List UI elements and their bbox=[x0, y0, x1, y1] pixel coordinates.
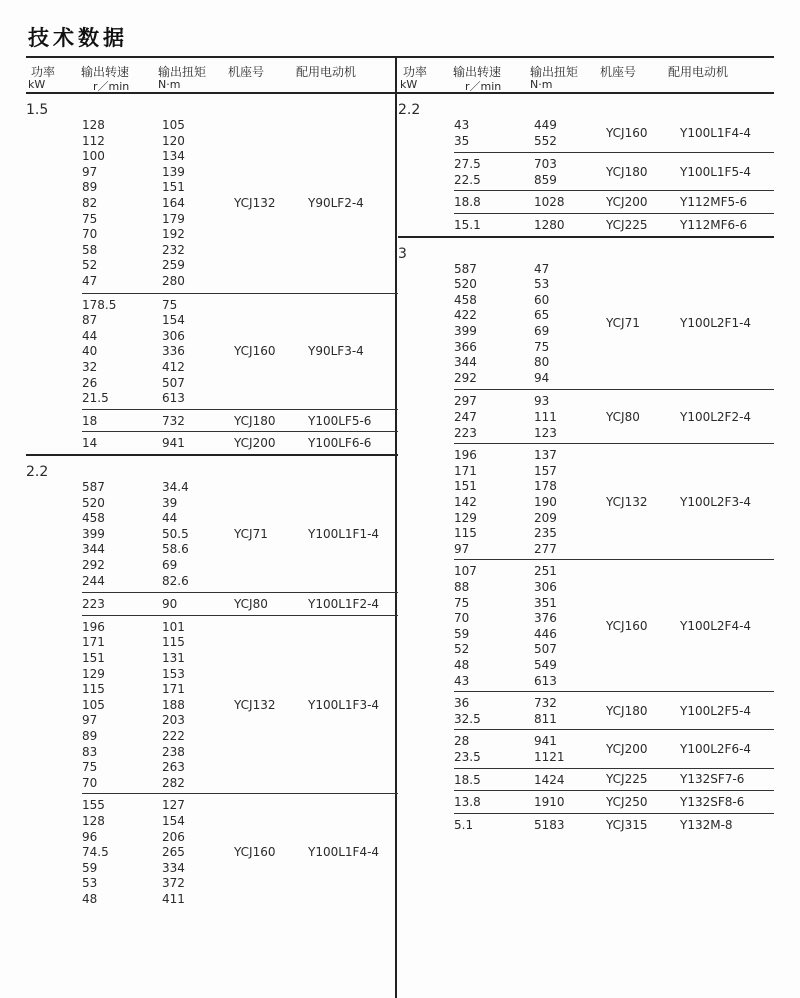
torque-cell: 235 bbox=[534, 526, 557, 541]
speed-cell: 75 bbox=[454, 595, 470, 610]
motor-cell: Y100LF6-6 bbox=[308, 436, 372, 451]
frame-group bbox=[454, 152, 774, 191]
torque-cell: 53 bbox=[534, 277, 550, 292]
speed-cell: 70 bbox=[454, 611, 470, 626]
torque-cell: 446 bbox=[534, 626, 557, 641]
torque-cell: 105 bbox=[162, 118, 185, 132]
speed-cell: 13.8 bbox=[454, 795, 481, 810]
torque-cell: 151 bbox=[162, 180, 185, 195]
torque-cell: 1280 bbox=[534, 218, 565, 232]
torque-cell: 137 bbox=[534, 448, 557, 463]
speed-cell: 344 bbox=[82, 542, 105, 557]
left-table bbox=[26, 56, 398, 998]
speed-cell: 40 bbox=[82, 344, 98, 359]
torque-cell: 178 bbox=[534, 479, 557, 494]
motor-cell: Y90LF3-4 bbox=[308, 344, 364, 359]
torque-cell: 507 bbox=[162, 375, 185, 390]
speed-cell: 74.5 bbox=[82, 845, 109, 860]
speed-cell: 458 bbox=[454, 292, 477, 307]
torque-cell: 93 bbox=[534, 394, 550, 409]
torque-cell: 412 bbox=[162, 359, 185, 374]
frame-cell: YCJ80 bbox=[234, 596, 268, 611]
section-divider bbox=[26, 454, 398, 456]
frame-cell: YCJ160 bbox=[606, 618, 648, 633]
torque-cell: 139 bbox=[162, 164, 185, 179]
torque-cell: 351 bbox=[534, 595, 557, 610]
torque-cell: 372 bbox=[162, 876, 185, 891]
torque-cell: 190 bbox=[534, 494, 557, 509]
torque-cell: 732 bbox=[162, 413, 185, 428]
header-torque: 输出扭矩 bbox=[158, 65, 207, 79]
speed-cell: 75 bbox=[82, 760, 98, 775]
speed-cell: 75 bbox=[82, 211, 98, 226]
speed-cell: 196 bbox=[454, 448, 477, 463]
speed-cell: 89 bbox=[82, 728, 98, 743]
torque-cell: 134 bbox=[162, 149, 185, 164]
header-frame: 机座号 bbox=[600, 65, 637, 79]
speed-cell: 151 bbox=[82, 650, 105, 665]
frame-cell: YCJ200 bbox=[234, 436, 276, 451]
speed-cell: 21.5 bbox=[82, 391, 109, 406]
speed-cell: 36 bbox=[454, 696, 470, 711]
frame-cell: YCJ225 bbox=[606, 772, 648, 787]
speed-cell: 58 bbox=[82, 242, 98, 257]
speed-cell: 112 bbox=[82, 133, 105, 148]
motor-cell: Y132SF8-6 bbox=[680, 794, 745, 809]
right-table bbox=[398, 56, 774, 998]
speed-cell: 23.5 bbox=[454, 749, 481, 764]
torque-cell: 941 bbox=[162, 436, 185, 451]
torque-cell: 120 bbox=[162, 133, 185, 148]
frame-cell: YCJ160 bbox=[234, 344, 276, 359]
frame-cell: YCJ160 bbox=[606, 125, 648, 140]
frame-cell: YCJ160 bbox=[234, 844, 276, 859]
motor-cell: Y112MF6-6 bbox=[680, 217, 748, 232]
torque-cell: 157 bbox=[534, 463, 557, 478]
speed-cell: 587 bbox=[454, 261, 477, 276]
power-value: 1.5 bbox=[26, 102, 49, 118]
torque-cell: 131 bbox=[162, 650, 185, 665]
frame-group bbox=[454, 258, 774, 390]
frame-group bbox=[454, 213, 774, 237]
torque-cell: 94 bbox=[534, 370, 550, 385]
motor-cell: Y100L2F2-4 bbox=[680, 409, 752, 424]
torque-cell: 703 bbox=[534, 157, 557, 172]
speed-cell: 52 bbox=[82, 258, 98, 273]
speed-cell: 178.5 bbox=[82, 297, 117, 312]
power-value: 2.2 bbox=[26, 464, 49, 480]
speed-cell: 171 bbox=[82, 635, 105, 650]
torque-cell: 251 bbox=[534, 564, 557, 579]
torque-cell: 153 bbox=[162, 666, 185, 681]
motor-cell: Y100LF5-6 bbox=[308, 413, 372, 428]
torque-cell: 549 bbox=[534, 657, 557, 672]
speed-cell: 70 bbox=[82, 227, 98, 242]
header-power-unit: kW bbox=[28, 78, 46, 91]
motor-cell: Y100L1F1-4 bbox=[308, 526, 380, 541]
speed-cell: 97 bbox=[82, 164, 98, 179]
torque-cell: 164 bbox=[162, 196, 185, 210]
speed-cell: 107 bbox=[454, 564, 477, 579]
speed-cell: 366 bbox=[454, 339, 477, 354]
torque-cell: 552 bbox=[534, 133, 557, 148]
speed-cell: 171 bbox=[454, 463, 477, 478]
frame-group bbox=[454, 691, 774, 730]
frame-group bbox=[454, 114, 774, 152]
speed-cell: 458 bbox=[82, 511, 105, 526]
speed-cell: 59 bbox=[82, 860, 98, 875]
torque-cell: 154 bbox=[162, 813, 185, 828]
torque-cell: 60 bbox=[534, 292, 550, 307]
speed-cell: 87 bbox=[82, 313, 98, 328]
speed-cell: 48 bbox=[454, 657, 470, 672]
speed-cell: 5.1 bbox=[454, 817, 474, 832]
torque-cell: 188 bbox=[162, 697, 185, 712]
torque-cell: 127 bbox=[162, 798, 185, 813]
torque-cell: 115 bbox=[162, 635, 185, 650]
speed-cell: 32.5 bbox=[454, 711, 481, 726]
speed-cell: 129 bbox=[82, 666, 105, 681]
speed-cell: 18.5 bbox=[454, 772, 481, 787]
speed-cell: 97 bbox=[454, 541, 470, 556]
motor-cell: Y100L2F4-4 bbox=[680, 618, 752, 633]
torque-cell: 306 bbox=[534, 579, 557, 594]
speed-cell: 344 bbox=[454, 355, 477, 370]
torque-cell: 1424 bbox=[534, 772, 565, 787]
table-header bbox=[26, 56, 398, 94]
speed-cell: 15.1 bbox=[454, 218, 481, 232]
torque-cell: 1028 bbox=[534, 195, 565, 210]
header-torque-unit: N·m bbox=[158, 78, 181, 91]
motor-cell: Y100L2F5-4 bbox=[680, 703, 752, 718]
torque-cell: 209 bbox=[534, 510, 557, 525]
frame-cell: YCJ315 bbox=[606, 817, 648, 832]
header-power-unit: kW bbox=[400, 78, 418, 91]
table-header bbox=[398, 56, 774, 94]
torque-cell: 263 bbox=[162, 760, 185, 775]
frame-group bbox=[82, 409, 398, 433]
speed-cell: 129 bbox=[454, 510, 477, 525]
speed-cell: 18.8 bbox=[454, 195, 481, 210]
torque-cell: 732 bbox=[534, 696, 557, 711]
speed-cell: 32 bbox=[82, 359, 98, 374]
torque-cell: 277 bbox=[534, 541, 557, 556]
frame-cell: YCJ200 bbox=[606, 195, 648, 210]
speed-cell: 52 bbox=[454, 642, 470, 657]
torque-cell: 334 bbox=[162, 860, 185, 875]
torque-cell: 411 bbox=[162, 891, 185, 906]
torque-cell: 1910 bbox=[534, 795, 565, 810]
speed-cell: 59 bbox=[454, 626, 470, 641]
speed-cell: 151 bbox=[454, 479, 477, 494]
torque-cell: 75 bbox=[162, 297, 178, 312]
frame-cell: YCJ132 bbox=[234, 195, 276, 210]
torque-cell: 65 bbox=[534, 308, 550, 323]
frame-group bbox=[454, 790, 774, 814]
frame-group bbox=[82, 793, 398, 910]
torque-cell: 811 bbox=[534, 711, 557, 726]
speed-cell: 155 bbox=[82, 798, 105, 813]
speed-cell: 422 bbox=[454, 308, 477, 323]
power-value: 3 bbox=[398, 245, 407, 262]
speed-cell: 88 bbox=[454, 579, 470, 594]
speed-cell: 520 bbox=[454, 277, 477, 292]
header-speed: 输出转速 bbox=[81, 65, 130, 79]
motor-cell: Y100L1F4-4 bbox=[680, 125, 752, 140]
frame-cell: YCJ180 bbox=[606, 703, 648, 718]
header-torque-unit: N·m bbox=[530, 78, 553, 91]
torque-cell: 507 bbox=[534, 642, 557, 657]
frame-cell: YCJ225 bbox=[606, 217, 648, 232]
speed-cell: 48 bbox=[82, 891, 98, 906]
frame-group bbox=[82, 114, 398, 293]
motor-cell: Y100L1F2-4 bbox=[308, 596, 380, 611]
torque-cell: 44 bbox=[162, 511, 178, 526]
torque-cell: 50.5 bbox=[162, 526, 189, 541]
torque-cell: 613 bbox=[534, 673, 557, 688]
frame-group bbox=[454, 443, 774, 560]
torque-cell: 941 bbox=[534, 734, 557, 749]
speed-cell: 399 bbox=[82, 526, 105, 541]
speed-cell: 89 bbox=[82, 180, 98, 195]
frame-group bbox=[82, 476, 398, 592]
speed-cell: 297 bbox=[454, 394, 477, 409]
torque-cell: 238 bbox=[162, 744, 185, 759]
speed-cell: 14 bbox=[82, 436, 98, 451]
frame-cell: YCJ180 bbox=[234, 413, 276, 428]
frame-group bbox=[454, 768, 774, 792]
speed-cell: 47 bbox=[82, 274, 98, 288]
speed-cell: 196 bbox=[82, 619, 105, 634]
torque-cell: 75 bbox=[534, 339, 550, 354]
speed-cell: 35 bbox=[454, 133, 470, 148]
speed-cell: 70 bbox=[82, 775, 98, 790]
torque-cell: 282 bbox=[162, 775, 185, 790]
speed-cell: 128 bbox=[82, 118, 105, 132]
header-motor: 配用电动机 bbox=[296, 65, 357, 79]
torque-cell: 203 bbox=[162, 713, 185, 728]
motor-cell: Y112MF5-6 bbox=[680, 195, 748, 210]
frame-cell: YCJ132 bbox=[234, 697, 276, 712]
speed-cell: 223 bbox=[454, 425, 477, 440]
torque-cell: 179 bbox=[162, 211, 185, 226]
frame-group bbox=[82, 615, 398, 795]
speed-cell: 18 bbox=[82, 413, 98, 428]
torque-cell: 449 bbox=[534, 118, 557, 132]
speed-cell: 28 bbox=[454, 734, 470, 749]
speed-cell: 399 bbox=[454, 323, 477, 338]
motor-cell: Y132SF7-6 bbox=[680, 772, 745, 787]
frame-group bbox=[454, 729, 774, 768]
frame-cell: YCJ200 bbox=[606, 741, 648, 756]
speed-cell: 82 bbox=[82, 196, 98, 210]
torque-cell: 376 bbox=[534, 611, 557, 626]
torque-cell: 306 bbox=[162, 328, 185, 343]
motor-cell: Y100L1F4-4 bbox=[308, 844, 380, 859]
power-value: 2.2 bbox=[398, 102, 421, 118]
speed-cell: 26 bbox=[82, 375, 98, 390]
frame-cell: YCJ132 bbox=[606, 494, 648, 509]
speed-cell: 105 bbox=[82, 697, 105, 712]
motor-cell: Y100L1F5-4 bbox=[680, 164, 752, 179]
speed-cell: 22.5 bbox=[454, 172, 481, 187]
torque-cell: 34.4 bbox=[162, 480, 189, 494]
motor-cell: Y100L2F1-4 bbox=[680, 315, 752, 330]
torque-cell: 206 bbox=[162, 829, 185, 844]
torque-cell: 336 bbox=[162, 344, 185, 359]
torque-cell: 280 bbox=[162, 274, 185, 288]
speed-cell: 27.5 bbox=[454, 157, 481, 172]
header-power: 功率 bbox=[31, 65, 56, 79]
page-title: 技术数据 bbox=[28, 26, 128, 50]
torque-cell: 154 bbox=[162, 313, 185, 328]
speed-cell: 83 bbox=[82, 744, 98, 759]
speed-cell: 115 bbox=[454, 526, 477, 541]
torque-cell: 192 bbox=[162, 227, 185, 242]
motor-cell: Y100L2F6-4 bbox=[680, 741, 752, 756]
speed-cell: 244 bbox=[82, 573, 105, 588]
torque-cell: 58.6 bbox=[162, 542, 189, 557]
torque-cell: 111 bbox=[534, 409, 557, 424]
torque-cell: 69 bbox=[534, 323, 550, 338]
speed-cell: 100 bbox=[82, 149, 105, 164]
header-motor: 配用电动机 bbox=[668, 65, 729, 79]
torque-cell: 47 bbox=[534, 261, 550, 276]
torque-cell: 69 bbox=[162, 558, 178, 572]
speed-cell: 96 bbox=[82, 829, 98, 844]
motor-cell: Y132M-8 bbox=[680, 817, 733, 832]
torque-cell: 259 bbox=[162, 258, 185, 273]
speed-cell: 44 bbox=[82, 328, 98, 343]
header-speed: 输出转速 bbox=[453, 65, 502, 79]
speed-cell: 292 bbox=[82, 558, 105, 572]
speed-cell: 128 bbox=[82, 813, 105, 828]
frame-group bbox=[454, 389, 774, 444]
speed-cell: 43 bbox=[454, 673, 470, 688]
frame-group bbox=[454, 559, 774, 692]
header-torque: 输出扭矩 bbox=[530, 65, 579, 79]
speed-cell: 53 bbox=[82, 876, 98, 891]
torque-cell: 613 bbox=[162, 391, 185, 406]
frame-cell: YCJ80 bbox=[606, 409, 640, 424]
speed-cell: 292 bbox=[454, 370, 477, 385]
frame-group bbox=[82, 431, 398, 455]
torque-cell: 82.6 bbox=[162, 573, 189, 588]
motor-cell: Y100L2F3-4 bbox=[680, 494, 752, 509]
frame-group bbox=[82, 592, 398, 616]
frame-group bbox=[454, 813, 774, 837]
frame-cell: YCJ250 bbox=[606, 794, 648, 809]
speed-cell: 97 bbox=[82, 713, 98, 728]
torque-cell: 1121 bbox=[534, 749, 565, 764]
speed-cell: 247 bbox=[454, 409, 477, 424]
section-divider bbox=[398, 236, 774, 238]
torque-cell: 123 bbox=[534, 425, 557, 440]
speed-cell: 587 bbox=[82, 480, 105, 494]
speed-cell: 142 bbox=[454, 494, 477, 509]
header-power: 功率 bbox=[403, 65, 428, 79]
torque-cell: 171 bbox=[162, 682, 185, 697]
frame-cell: YCJ71 bbox=[234, 526, 268, 541]
torque-cell: 101 bbox=[162, 619, 185, 634]
speed-cell: 115 bbox=[82, 682, 105, 697]
torque-cell: 265 bbox=[162, 845, 185, 860]
header-frame: 机座号 bbox=[228, 65, 265, 79]
frame-group bbox=[82, 293, 398, 410]
speed-cell: 43 bbox=[454, 118, 470, 132]
motor-cell: Y100L1F3-4 bbox=[308, 697, 380, 712]
speed-cell: 223 bbox=[82, 597, 105, 612]
frame-group bbox=[454, 190, 774, 214]
speed-cell: 520 bbox=[82, 495, 105, 510]
frame-cell: YCJ180 bbox=[606, 164, 648, 179]
header-speed-unit: r／min bbox=[93, 80, 130, 93]
motor-cell: Y90LF2-4 bbox=[308, 195, 364, 210]
header-speed-unit: r／min bbox=[465, 80, 502, 93]
torque-cell: 90 bbox=[162, 597, 178, 612]
torque-cell: 859 bbox=[534, 172, 557, 187]
torque-cell: 232 bbox=[162, 242, 185, 257]
frame-cell: YCJ71 bbox=[606, 315, 640, 330]
torque-cell: 5183 bbox=[534, 817, 565, 832]
torque-cell: 39 bbox=[162, 495, 178, 510]
torque-cell: 222 bbox=[162, 728, 185, 743]
torque-cell: 80 bbox=[534, 355, 550, 370]
